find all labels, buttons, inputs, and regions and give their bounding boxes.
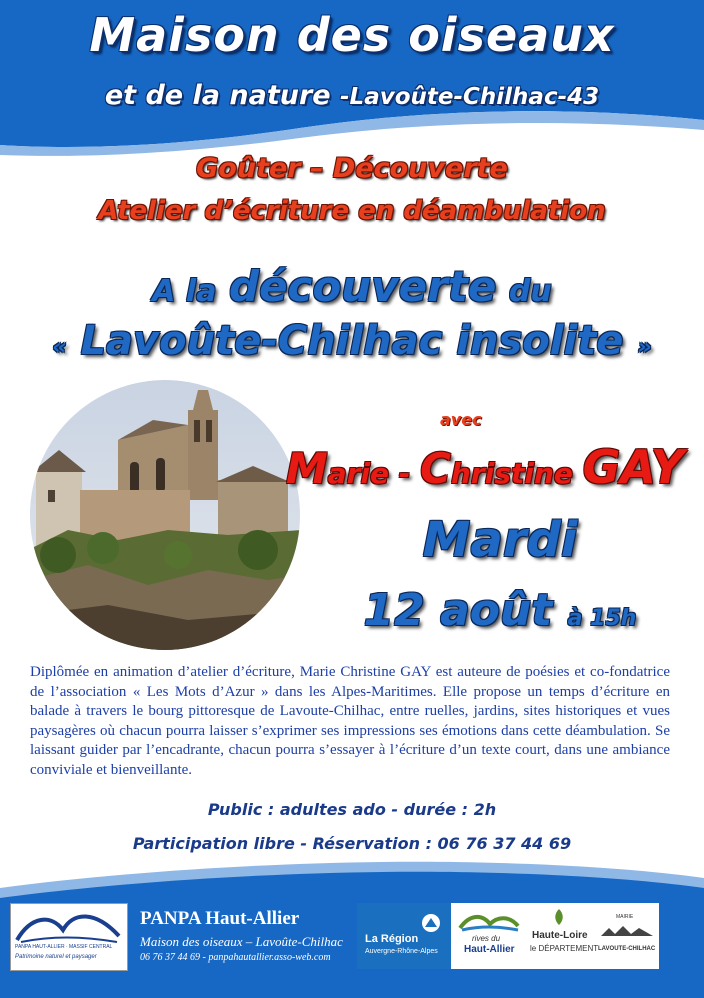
event-line-3 — [0, 262, 704, 311]
public-info: Public : adultes ado - durée : 2h — [207, 800, 497, 819]
region-line-1: La Région — [365, 933, 419, 945]
line4-main: Lavoûte-Chilhac insolite — [80, 318, 624, 364]
region-logo — [357, 903, 451, 969]
org-name: PANPA Haut-Allier — [140, 908, 300, 929]
name-rest-1: arie - — [327, 457, 421, 490]
mairie-name: LAVOUTE-CHILHAC — [598, 946, 656, 952]
reservation-info: Participation libre - Réservation : 06 76 37 44 69 — [132, 834, 572, 853]
rives-logo — [456, 906, 522, 966]
line3-a: A la — [152, 274, 217, 309]
subtitle-place: -Lavoûte-Chilhac-43 — [340, 84, 600, 110]
rives-line-2: Haut-Allier — [464, 944, 515, 955]
avec-label: avec — [440, 410, 482, 429]
event-line-1: Goûter – Découverte — [196, 153, 508, 184]
line3-c: du — [508, 274, 552, 309]
date-value: 12 août — [363, 585, 553, 636]
line3-b: découverte — [229, 262, 497, 311]
mairie-small: MAIRIE — [616, 914, 634, 920]
logo-line-2: Patrimoine naturel et paysager — [15, 954, 97, 960]
rives-line-1: rives du — [472, 934, 501, 943]
subtitle — [0, 80, 704, 111]
quote-close: » — [637, 335, 652, 360]
dept-line-2: le DÉPARTEMENT — [530, 944, 599, 953]
subtitle-main: et de la nature — [104, 80, 331, 111]
dept-line-1: Haute-Loire — [532, 930, 588, 941]
event-day: Mardi — [422, 512, 578, 568]
leaf-icon — [552, 908, 566, 926]
name-last: GAY — [582, 440, 685, 494]
main-title: Maison des oiseaux — [89, 8, 615, 62]
name-initial-1: M — [285, 444, 328, 493]
logo-line-1: PANPA HAUT-ALLIER · MASSIF CENTRAL — [15, 944, 113, 950]
bird-wave-icon — [11, 906, 127, 946]
panpa-logo — [10, 903, 128, 971]
region-line-2: Auvergne-Rhône-Alpes — [365, 948, 438, 955]
event-line-2: Atelier d’écriture en déambulation — [98, 196, 606, 226]
river-hills-icon — [456, 910, 522, 932]
time-value: à 15h — [567, 606, 637, 631]
event-line-4 — [0, 318, 704, 364]
quote-open: « — [52, 335, 67, 360]
org-sub: Maison des oiseaux – Lavoûte-Chilhac — [140, 934, 343, 949]
departement-logo — [528, 906, 599, 966]
name-rest-2: hristine — [450, 457, 583, 490]
description-paragraph: Diplômée en animation d’atelier d’écriture, Marie Christine GAY est auteure de poésies et co-fondatrice de l’association « Les Mots d’Azur » dans les Alpes-Maritimes. Elle propose un temps d’écriture en balade à travers le bourg pittoresque de Lavoute-Chilhac, entre ruelles, jardins, sites historiques et vues paysagères où chacun pourra laisser s’exprimer ses impressions ses émotions dans cette déambulation. Se laissant guider par l’encadrante, chacun pourra s’essayer à l’écriture d’un texte court, dans une ambiance conviviale et bienveillante. — [30, 664, 670, 778]
village-photo — [28, 380, 302, 650]
name-initial-2: C — [420, 444, 451, 493]
org-contact: 06 76 37 44 69 - panpahautallier.asso-web.com — [140, 952, 331, 963]
event-date — [320, 585, 680, 636]
castle-icon — [599, 922, 655, 940]
mairie-logo — [596, 906, 658, 966]
speaker-name — [270, 440, 700, 494]
region-mountain-icon — [421, 911, 441, 937]
